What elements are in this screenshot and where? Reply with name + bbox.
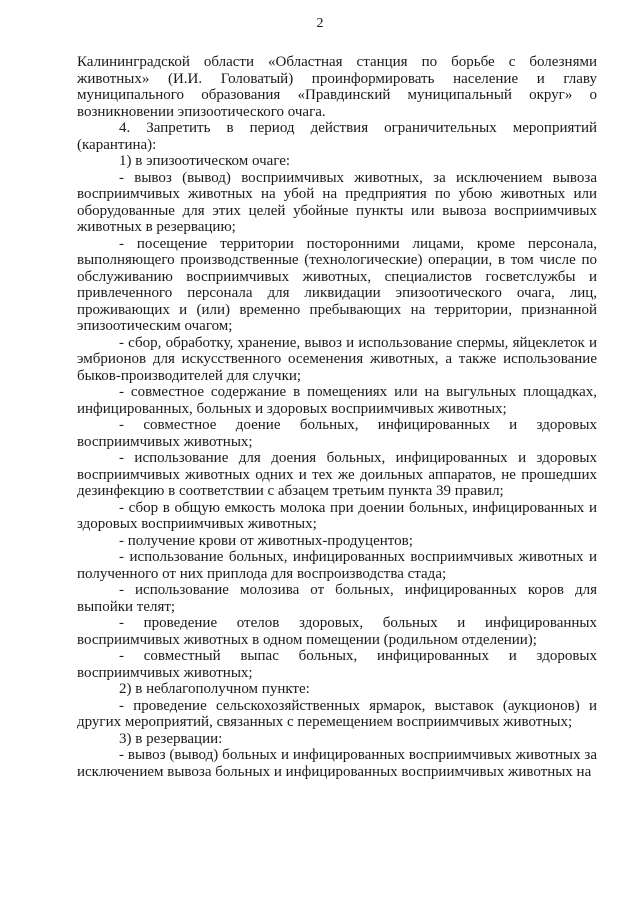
paragraph: 4. Запретить в период действия ограничительных мероприятий (карантина): bbox=[77, 120, 597, 153]
paragraph: - проведение отелов здоровых, больных и инфицированных восприимчивых животных в одном помещении (родильном отделении); bbox=[77, 615, 597, 648]
paragraph: Калининградской области «Областная станция по борьбе с болезнями животных» (И.И. Головатый) проинформировать население и главу муниципального образования «Правдинский муниципальный округ» о возникновении эпизоотического очага. bbox=[77, 54, 597, 120]
paragraph: 2) в неблагополучном пункте: bbox=[119, 681, 310, 697]
paragraph: - совместный выпас больных, инфицированных и здоровых восприимчивых животных; bbox=[77, 648, 597, 681]
paragraph: - совместное доение больных, инфицированных и здоровых восприимчивых животных; bbox=[77, 417, 597, 450]
paragraph: 3) в резервации: bbox=[119, 730, 223, 747]
paragraph: - использование молозива от больных, инфицированных коров для выпойки телят; bbox=[77, 582, 597, 615]
paragraph: - использование больных, инфицированных восприимчивых животных и полученного от них приплода для воспроизводства стада; bbox=[77, 549, 597, 582]
paragraph: - сбор, обработку, хранение, вывоз и использование спермы, яйцеклеток и эмбрионов для искусственного осеменения животных, а также использование быков-производителей для случки; bbox=[77, 334, 597, 384]
paragraph: - вывоз (вывод) восприимчивых животных, за исключением вывоза восприимчивых животных на убой на предприятия по убою животных или оборудованные для этих целей убойные пункты или вывоза восприимчивых животных в резервацию; bbox=[77, 169, 597, 235]
paragraph: - проведение сельскохозяйственных ярмарок, выставок (аукционов) и других мероприятий, связанных с перемещением восприимчивых животных; bbox=[77, 697, 597, 730]
paragraph: 1) в эпизоотическом очаге: bbox=[119, 153, 291, 169]
paragraph: - сбор в общую емкость молока при доении больных, инфицированных и здоровых восприимчивых животных; bbox=[77, 499, 597, 532]
paragraph: - получение крови от животных-продуцентов; bbox=[119, 532, 413, 549]
paragraph: - совместное содержание в помещениях или на выгульных площадках, инфицированных, больных и здоровых восприимчивых животных; bbox=[77, 384, 597, 417]
paragraph: - посещение территории посторонними лицами, кроме персонала, выполняющего производственные (технологические) операции, в том числе по обслуживанию восприимчивых животных, специалистов госветслужбы и привлеченного персонала для ликвидации эпизоотического очага, лиц, проживающих и (или) временно пребывающих на территории, признанной эпизоотическим очагом; bbox=[77, 235, 597, 334]
page-number: 2 bbox=[316, 16, 324, 31]
document-body bbox=[77, 54, 597, 780]
paragraph: - использование для доения больных, инфицированных и здоровых восприимчивых животных одних и тех же доильных аппаратов, не прошедших дезинфекцию в соответствии с абзацем третьим пункта 39 правил; bbox=[77, 450, 597, 499]
paragraph: - вывоз (вывод) больных и инфицированных восприимчивых животных за исключением вывоза больных и инфицированных восприимчивых животных на bbox=[77, 747, 597, 780]
